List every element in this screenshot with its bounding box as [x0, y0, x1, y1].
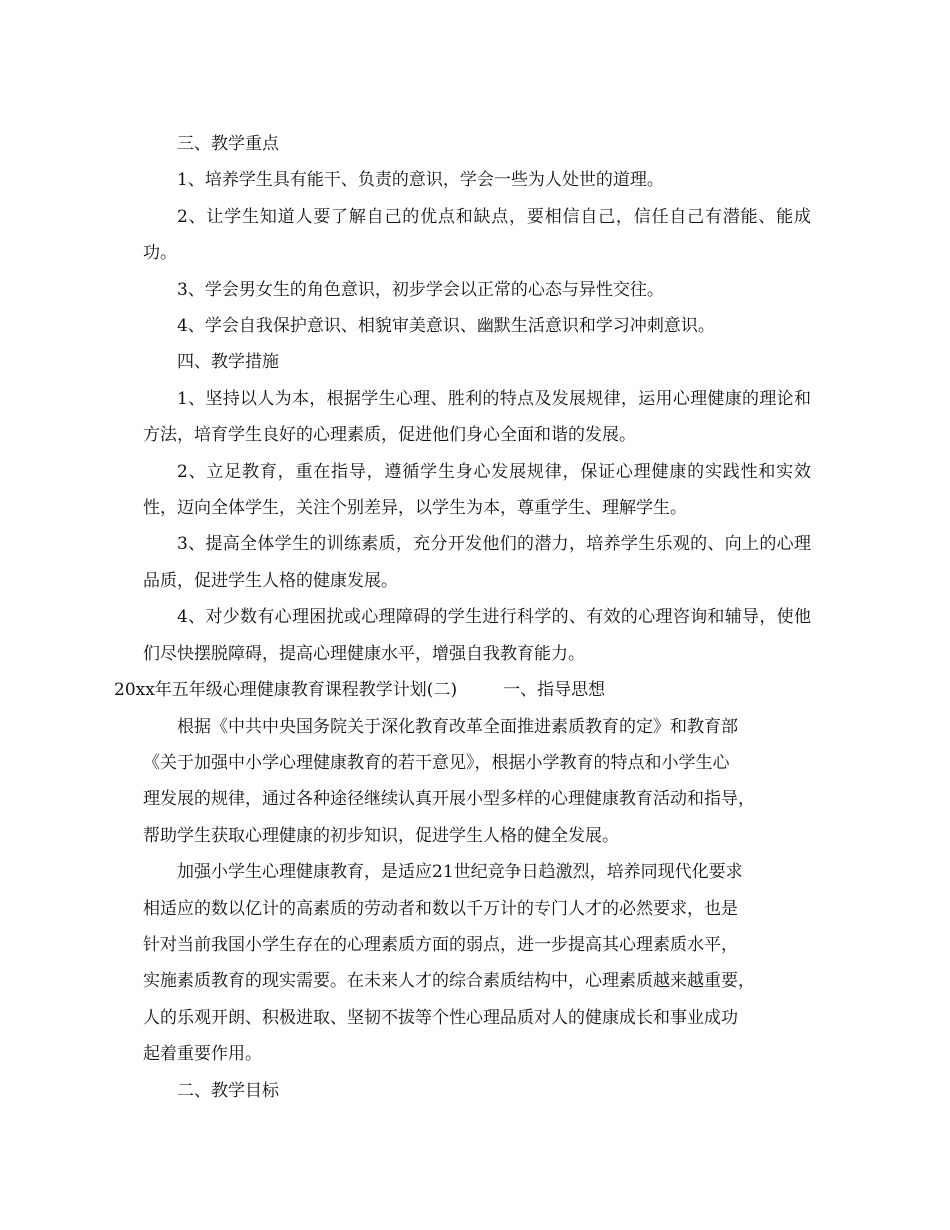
section-heading-teaching-goals: 二、教学目标: [177, 1080, 279, 1101]
mental-health-paragraph: [143, 854, 811, 1072]
guiding-thought-paragraph: [143, 709, 811, 855]
section-heading-teaching-measures: 四、教学措施: [177, 352, 279, 373]
guiding-line-1: 根据《中共中央国务院关于深化教育改革全面推进素质教育的定》和教育部: [177, 716, 738, 737]
focus-item-1: 1、培养学生具有能干、负责的意识，学会一些为人处世的道理。: [177, 170, 664, 191]
measure-item-1: 1、坚持以人为本，根据学生心理、胜利的特点及发展规律，运用心理健康的理论和方法，培育学生良好的心理素质，促进他们身心全面和谐的发展。: [143, 388, 811, 446]
plan-title-line: [114, 672, 811, 708]
health-line-1: 加强小学生心理健康教育，是适应21世纪竞争日趋激烈，培养同现代化要求: [177, 862, 743, 883]
document-body: [114, 126, 811, 1109]
measure-item-4: 4、对少数有心理困扰或心理障碍的学生进行科学的、有效的心理咨询和辅导，使他们尽快摆脱障碍，提高心理健康水平，增强自我教育能力。: [143, 607, 811, 664]
focus-item-3: 3、学会男女生的角色意识，初步学会以正常的心态与异性交往。: [177, 279, 664, 300]
health-line-3: 针对当前我国小学生存在的心理素质方面的弱点，进一步提高其心理素质水平，: [143, 934, 738, 955]
guiding-line-2: 《关于加强中小学心理健康教育的若干意见》，根据小学教育的特点和小学生心: [143, 752, 730, 773]
focus-item-2: 2、让学生知道人要了解自己的优点和缺点，要相信自己，信任自己有潜能、能成功。: [143, 206, 811, 264]
guiding-line-3: 理发展的规律，通过各种途径继续认真开展小型多样的心理健康教育活动和指导，: [143, 789, 755, 810]
health-line-6: 起着重要作用。: [143, 1044, 262, 1065]
section-heading-guiding-thought: 一、指导思想: [503, 680, 606, 701]
measure-item-3: 3、提高全体学生的训练素质，充分开发他们的潜力，培养学生乐观的、向上的心理品质，促进学生人格的健康发展。: [143, 534, 811, 591]
section-heading-teaching-focus: 三、教学重点: [177, 134, 279, 154]
measure-item-2: 2、立足教育，重在指导，遵循学生身心发展规律，保证心理健康的实践性和实效性，迈向全体学生，关注个别差异，以学生为本，尊重学生、理解学生。: [143, 461, 811, 519]
health-line-5: 人的乐观开朗、积极进取、坚韧不拔等个性心理品质对人的健康成长和事业成功: [143, 1007, 738, 1028]
health-line-4: 实施素质教育的现实需要。在未来人才的综合素质结构中，心理素质越来越重要，: [143, 971, 755, 992]
health-line-2: 相适应的数以亿计的高素质的劳动者和数以千万计的专门人才的必然要求，也是: [143, 898, 738, 919]
guiding-line-4: 帮助学生获取心理健康的初步知识，促进学生人格的健全发展。: [143, 825, 619, 846]
plan-title: 20xx年五年级心理健康教育课程教学计划(二): [114, 680, 458, 701]
focus-item-4: 4、学会自我保护意识、相貌审美意识、幽默生活意识和学习冲刺意识。: [177, 316, 715, 337]
